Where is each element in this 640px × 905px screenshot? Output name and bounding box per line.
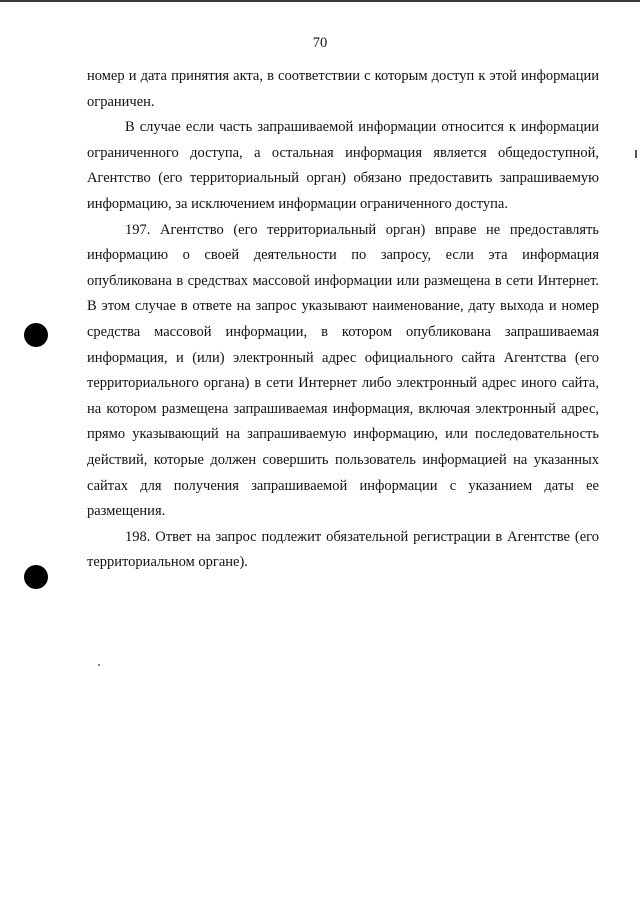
document-body (87, 64, 599, 576)
paragraph-continuation: номер и дата принятия акта, в соответствии с которым доступ к этой информации ограничен. (87, 68, 599, 110)
binder-hole-upper (24, 323, 48, 347)
paragraph-restricted-info: В случае если часть запрашиваемой информации относится к информации ограниченного доступа, а остальная информация является общедоступной, Агентство (его территориальный орган) обязано предоставить запрашиваемую информацию, за исключением информации ограниченного доступа. (87, 119, 599, 212)
paragraph-198: 198. Ответ на запрос подлежит обязательной регистрации в Агентстве (его территориальном органе). (87, 528, 599, 571)
scan-speck (98, 664, 100, 666)
page-number: 70 (312, 35, 328, 51)
paragraph-197: 197. Агентство (его территориальный орган) вправе не предоставлять информацию о своей деятельности по запросу, если эта информация опубликована в средствах массовой информации или размещена в сети Интернет. В этом случае в ответе на запрос указывают наименование, дату выхода и номер средства массовой информации, в котором опубликована запрашиваемая информация, и (или) электронный адрес официального сайта Агентства (его территориального органа) в сети Интернет либо электронный адрес иного сайта, на котором размещена запрашиваемая информация, включая электронный адрес, прямо указывающий на запрашиваемую информацию, или последовательность действий, которые должен совершить пользователь информацией на указанных сайтах для получения запрашиваемой информации с указанием даты ее размещения. (87, 221, 599, 520)
scan-top-border (0, 0, 640, 2)
scan-edge-mark (635, 150, 637, 158)
binder-hole-lower (24, 565, 48, 589)
